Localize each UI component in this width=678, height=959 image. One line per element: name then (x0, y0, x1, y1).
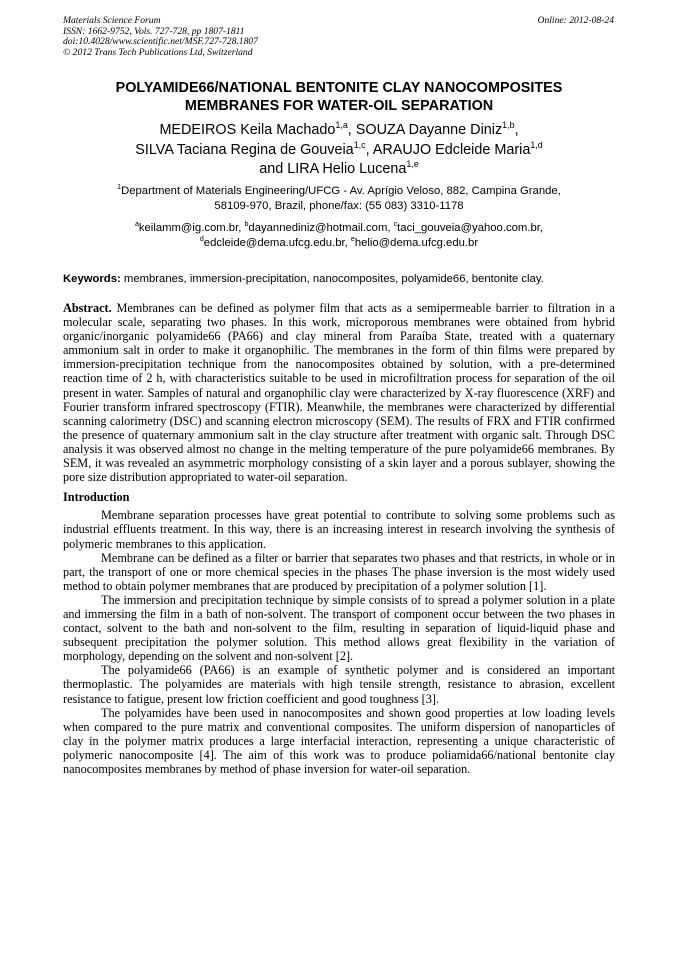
journal-name: Materials Science Forum (63, 15, 161, 26)
email-sup: d (199, 235, 204, 243)
author-sep: , (514, 122, 519, 138)
author-sup: 1,b (502, 120, 515, 131)
author-line-3 (40, 160, 638, 180)
paragraph: Membrane can be defined as a filter or barrier that separates two phases and that restricts, in whole or in part, the transport of one or more chemical species in the phases The phase inversion is the most widely used method to obtain polymer membranes that are produced by precipitation of a polymer solution [1]. (63, 550, 615, 593)
title-line-1: POLYAMIDE66/NATIONAL BENTONITE CLAY NANOCOMPOSITES (115, 80, 563, 96)
author-sup: 1,c (353, 139, 366, 150)
paragraph: Membrane separation processes have great potential to contribute to solving some problems such as industrial effluents treatment. In this way, there is an increasing interest in research involving the synthesis of polymeric membranes to this application. (63, 508, 615, 551)
author-name: , ARAUJO Edcleide Maria (365, 141, 531, 158)
copyright-line: © 2012 Trans Tech Publications Ltd, Switzerland (63, 46, 253, 58)
paragraph: The immersion and precipitation technique by simple consists of to spread a polymer solution in a plate and immersing the film in a bath of non-solvent. The transport of component occur between the two phases in contact, solvent to the bath and non-solvent to the film, resulting in separation of liquid-liquid phase and subsequent precipitation the polymer solution. This method allows great flexibility in the variation of morphology, depending on the solvent and non-solvent [2]. (63, 592, 615, 664)
journal-header (63, 16, 258, 58)
online-date: Online: 2012-08-24 (537, 15, 614, 26)
issn-line: ISSN: 1662-9752, Vols. 727-728, pp 1807-1811 (63, 25, 245, 37)
affiliation-text: Department of Materials Engineering/UFCG - Av. Aprígio Veloso, 882, Campina Grande, (121, 185, 561, 197)
keywords (63, 272, 615, 286)
abstract-label: Abstract. (63, 301, 112, 315)
author-sup: 1,a (335, 120, 348, 131)
author-name: SILVA Taciana Regina de Gouveia (135, 141, 354, 158)
abstract (63, 301, 615, 484)
email-line-1 (40, 221, 638, 236)
keywords-text: membranes, immersion-precipitation, nanocomposites, polyamide66, bentonite clay. (120, 273, 544, 285)
email-link[interactable]: helio@dema.ufcg.edu.br (354, 236, 479, 249)
affiliation (40, 184, 638, 213)
email-link[interactable]: taci_gouveia@yahoo.com.br, (397, 222, 544, 234)
author-name: , SOUZA Dayanne Diniz (347, 122, 503, 138)
email-sup: b (244, 221, 249, 229)
keywords-label: Keywords: (63, 273, 121, 285)
author-line-1 (40, 121, 638, 141)
author-list (40, 121, 638, 180)
affiliation-line-2: 58109-970, Brazil, phone/fax: (55 083) 3310-1178 (214, 199, 464, 212)
doi-line: doi:10.4028/www.scientific.net/MSF.727-728.1807 (63, 36, 258, 48)
email-sup: a (134, 221, 139, 229)
author-line-2 (40, 141, 638, 161)
email-link[interactable]: dayannediniz@hotmail.com, (248, 222, 394, 234)
abstract-text: Membranes can be defined as polymer film that acts as a semipermeable barrier to filtration in a molecular scale, separating two phases. In this work, microporous membranes were obtained from hybrid organic/inorganic polyamide66 (PA66) and clay mineral from Paraíba State, treated with a quaternary ammonium salt in order to make it organophilic. The membranes in the form of thin films were prepared by immersion-precipitation technique from the nanocomposites obtained by solution, with a pre-determined reaction time of 2 h, with characteristics suitable to be used in microfiltration process for separation of the oil present in water. Samples of natural and organophilic clay were characterized by X-ray fluorescence (XRF) and Fourier transform infrared spectroscopy (FTIR). Meanwhile, the membranes were characterized by differential scanning calorimetry (DSC) and scanning electron microscopy (SEM). The results of FRX and FTIR confirmed the presence of quaternary ammonium salt in the clay structure after treatment with organic salt. Through DSC analysis it was observed almost no change in the melting temperature of the pure polyamide66 membranes. By SEM, it was revealed an asymmetric morphology consisting of a skin layer and a porous sublayer, showing the pore size distribution appropriated to water-oil separation. (63, 301, 615, 485)
section-heading-introduction: Introduction (63, 490, 130, 505)
author-sup: 1,d (530, 139, 543, 150)
email-sup: c (393, 221, 398, 229)
email-list (40, 221, 638, 250)
paper-title (40, 80, 638, 115)
email-link[interactable]: keilamm@ig.com.br, (138, 222, 245, 234)
paper-body (63, 301, 615, 776)
paragraph: The polyamides have been used in nanocomposites and shown good properties at low loading levels when compared to the pure matrix and conventional composites. The uniform dispersion of nanoparticles of clay in the polymer matrix produces a large interfacial interaction, representing a unique characteristic of polymeric nanocomposite [4]. The aim of this work was to produce poliamida66/national bentonite clay nanocomposites membranes by method of phase inversion for water-oil separation. (63, 705, 615, 776)
email-line-2 (40, 236, 638, 251)
paragraph: The polyamide66 (PA66) is an example of synthetic polymer and is considered an important thermoplastic. The polyamides are materials with high tensile strength, resistance to abrasion, excellent resistance to fatigue, present low friction coefficient and good toughness [3]. (63, 663, 615, 706)
author-sup: 1,e (406, 159, 419, 170)
author-name: and LIRA Helio Lucena (259, 161, 407, 177)
affiliation-line-1 (40, 184, 638, 199)
affiliation-sup: 1 (117, 184, 122, 192)
email-link[interactable]: edcleide@dema.ufcg.edu.br, (203, 236, 351, 249)
author-name: MEDEIROS Keila Machado (159, 122, 336, 138)
title-line-2: MEMBRANES FOR WATER-OIL SEPARATION (184, 97, 494, 114)
email-sup: e (350, 235, 355, 243)
